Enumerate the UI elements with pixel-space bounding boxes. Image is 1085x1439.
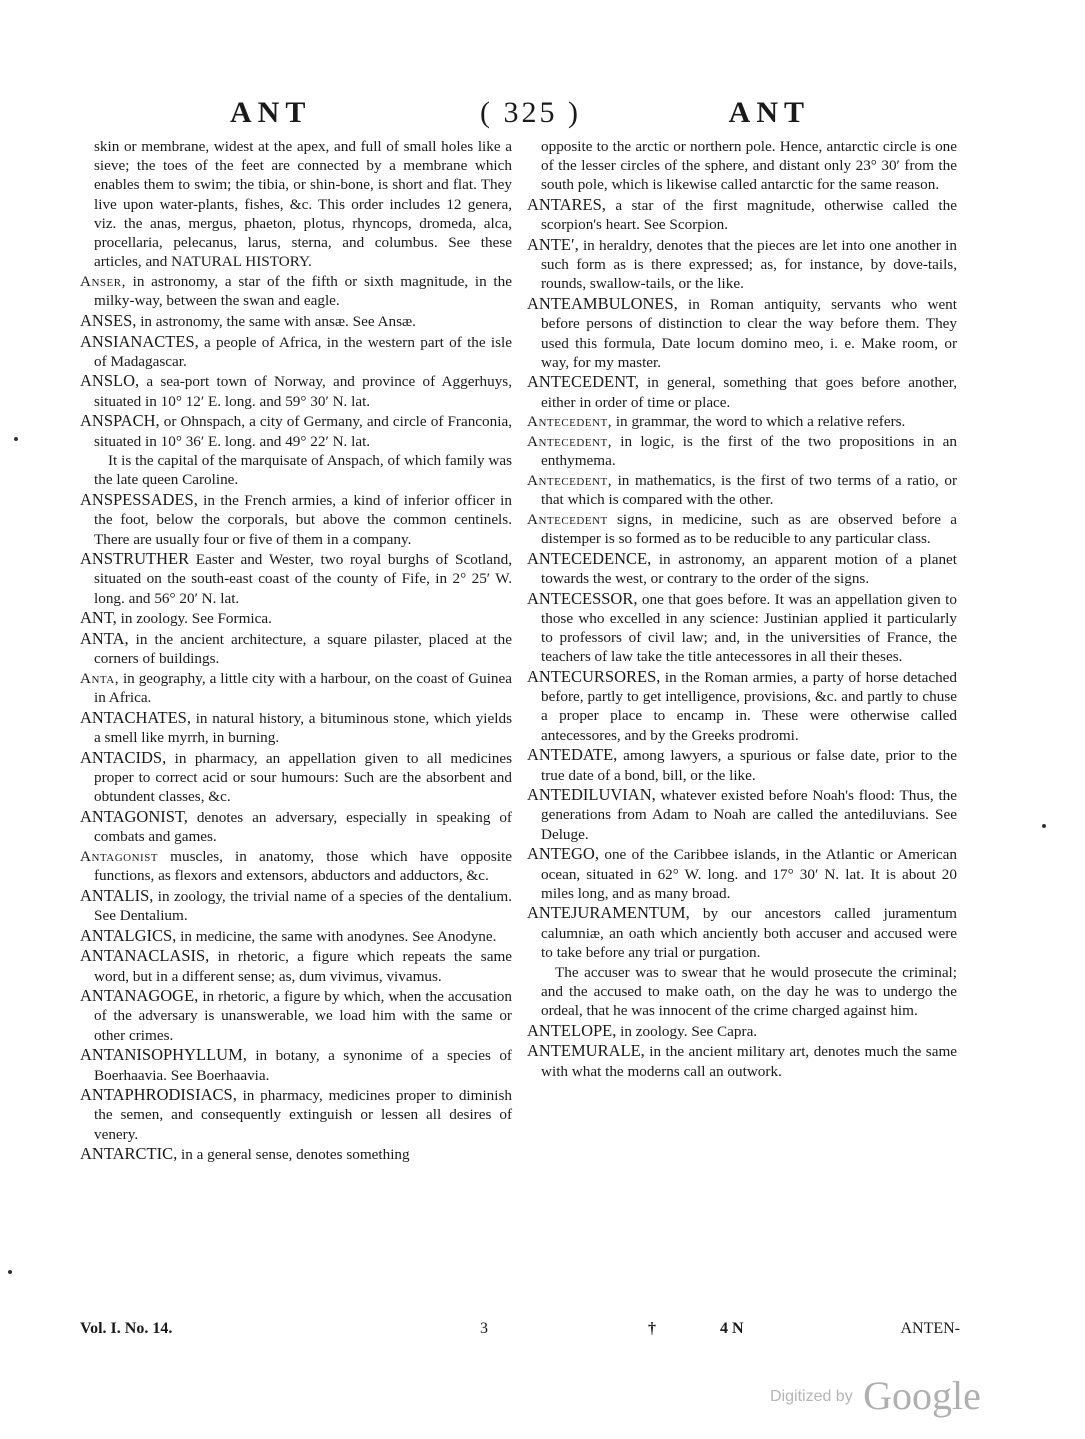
dictionary-entry (80, 1085, 512, 1144)
dictionary-entry (527, 785, 957, 844)
entry-text: in botany, a synonime of a species of Boerhaavia. See Boerhaavia. (94, 1047, 512, 1084)
dictionary-entry (527, 235, 957, 294)
entry-headword: ANTANISOPHYLLUM, (80, 1045, 247, 1065)
dictionary-entry (527, 903, 957, 962)
entry-headword: ANTARCTIC, (80, 1144, 178, 1164)
dictionary-entry (527, 1021, 957, 1041)
dictionary-entry (527, 372, 957, 411)
entry-text: opposite to the arctic or northern pole. Hence, antarctic circle is one of the lesser circles of the sphere, and distant only 23° 30′ from the south pole, which is likewise called antarctic for the same reason. (541, 138, 957, 194)
entry-text: by our ancestors called juramentum calumniæ, an oath which anciently both accuser and accused were to take before any trial or purgation. (541, 905, 957, 961)
entry-headword: ANSES, (80, 310, 137, 330)
entry-headword: ANTECURSORES, (527, 666, 661, 686)
margin-speck (1042, 824, 1046, 828)
entry-headword: Antecedent, (527, 433, 613, 451)
entry-text: among lawyers, a spurious or false date, prior to the true date of a bond, bill, or the like. (541, 747, 957, 784)
entry-text: in the French armies, a kind of inferior officer in the foot, below the corporals, but above the common centinels. There are usually four or five of them in a company. (94, 492, 512, 548)
margin-speck (8, 1270, 12, 1274)
entry-headword: ANTEMURALE, (527, 1041, 645, 1061)
dictionary-entry (80, 986, 512, 1045)
dictionary-entry (527, 963, 957, 1021)
gathering-mark: 4 N (720, 1320, 744, 1337)
dictionary-entry (527, 294, 957, 372)
dictionary-entry (527, 137, 957, 195)
dictionary-entry (80, 847, 512, 885)
entry-text: in rhetoric, a figure by which, when the accusation of the adversary is unanswerable, we load him with the same or other crimes. (94, 988, 512, 1044)
margin-speck (14, 437, 18, 441)
entry-text: in zoology, the trivial name of a species of the dentalium. See Dentalium. (94, 887, 512, 924)
entry-headword: ANTACHATES, (80, 707, 191, 727)
google-logo: Google (863, 1373, 981, 1418)
dictionary-entry (80, 272, 512, 310)
entry-text: whatever existed before Noah's flood: Thus, the generations from Adam to Noah are called the antediluvians. See Deluge. (541, 787, 957, 843)
volume-number: Vol. I. No. 14. (80, 1320, 173, 1337)
dictionary-entry (527, 432, 957, 470)
entry-text: in pharmacy, an appellation given to all medicines proper to correct acid or sour humours: Such are the absorbent and obtundent classes, &c. (94, 749, 512, 806)
dictionary-entry (80, 332, 512, 371)
entry-headword: ANTECESSOR, (527, 588, 638, 608)
entry-headword: ANSPACH, (80, 411, 160, 431)
entry-headword: ANSLO, (80, 371, 140, 391)
entry-headword: ANTANAGOGE, (80, 986, 199, 1006)
entry-text: in the Roman armies, a party of horse detached before, partly to get intelligence, provisions, &c. and partly to chuse a proper place to encamp in. These were otherwise called antecessores, and by the Greeks prodromi. (541, 668, 957, 744)
right-column (527, 137, 957, 1081)
dictionary-entry (80, 549, 512, 608)
dictionary-entry (80, 886, 512, 925)
entry-headword: ANTEDILUVIAN, (527, 785, 656, 805)
entry-text: signs, in medicine, such as are observed before a distemper is so formed as to be reducible to any particular class. (541, 510, 957, 548)
entry-headword: ANTACIDS, (80, 747, 167, 767)
dictionary-entry (527, 844, 957, 903)
entry-headword: Anser, (80, 272, 126, 290)
entry-text: a people of Africa, in the western part of the isle of Madagascar. (94, 333, 512, 370)
entry-text: in zoology. See Formica. (116, 610, 272, 628)
dictionary-entry (527, 412, 957, 431)
page-number: ( 325 ) (480, 96, 581, 129)
entry-text: a star of the first magnitude, otherwise called the scorpion's heart. See Scorpion. (541, 197, 957, 234)
entry-headword: ANTEGO, (527, 844, 599, 864)
entry-text: denotes an adversary, especially in speaking of combats and games. (94, 808, 512, 846)
entry-headword: ANTEAMBULONES, (527, 294, 678, 314)
entry-text: The accuser was to swear that he would prosecute the criminal; and the accused to make oath, on the day he was to undergo the ordeal, that he was innocent of the crime charged against him. (541, 963, 957, 1019)
entry-headword: ANSPESSADES, (80, 490, 198, 510)
entry-text: one that goes before. It was an appellation given to those who excelled in any science: Justinian applied it particularly to professors of civil law; and, in the universities of France, the teachers of law take the title antecessores in all their theses. (541, 590, 957, 666)
dictionary-entry (80, 669, 512, 707)
dictionary-entry (527, 1041, 957, 1080)
dictionary-entry (527, 589, 957, 667)
entry-text: in medicine, the same with anodynes. See Anodyne. (176, 927, 497, 945)
dictionary-entry (80, 807, 512, 846)
header-left: ANT (230, 96, 312, 129)
dictionary-entry (80, 1144, 512, 1164)
entry-text: Easter and Wester, two royal burghs of Scotland, situated on the south-east coast of the county of Fife, in 2° 25′ W. long. and 56° 20′ N. lat. (94, 551, 512, 607)
catchword: ANTEN- (900, 1320, 960, 1337)
dictionary-entry (527, 510, 957, 548)
entry-text: in mathematics, is the first of two terms of a ratio, or that which is compared with the other. (541, 471, 957, 509)
entry-text: in zoology. See Capra. (616, 1022, 758, 1040)
dictionary-entry (80, 946, 512, 985)
dictionary-entry (80, 490, 512, 549)
dictionary-entry (527, 195, 957, 234)
entry-text: in heraldry, denotes that the pieces are let into one another in such form as is there expressed; as, for instance, by dove-tails, rounds, swallow-tails, or the like. (541, 237, 957, 293)
entry-text: in general, something that goes before another, either in order of time or place. (541, 374, 957, 411)
dictionary-entry (80, 311, 512, 331)
dictionary-entry (527, 549, 957, 588)
entry-text: in geography, a little city with a harbour, on the coast of Guinea in Africa. (94, 669, 512, 707)
page-footer (80, 1320, 960, 1344)
entry-text: in the ancient military art, denotes much the same with what the moderns call an outwork. (541, 1043, 957, 1080)
entry-headword: ANTELOPE, (527, 1020, 617, 1040)
entry-headword: ANTARES, (527, 195, 606, 215)
entry-text: skin or membrane, widest at the apex, and full of small holes like a sieve; the toes of the feet are connected by a membrane which enables them to swim; the tibia, or shin-bone, is short and flat. They live upon water-plants, fishes, &c. This order includes 12 genera, viz. the anas, mergus, phaeton, plotus, rhyncops, dromeda, alca, procellaria, pelecanus, larus, sterna, and columbus. See these articles, and NATURAL HISTORY. (94, 138, 512, 271)
signature-mark: 3 (480, 1320, 488, 1337)
entry-text: in the ancient architecture, a square pilaster, placed at the corners of buildings. (94, 631, 512, 668)
dictionary-entry (80, 926, 512, 946)
running-header (230, 96, 810, 136)
dagger-mark: † (648, 1320, 656, 1337)
entry-text: one of the Caribbee islands, in the Atlantic or American ocean, situated in 62° W. long. and 17° 30′ N. lat. It is about 20 miles long, and as many broad. (541, 846, 957, 902)
entry-text: muscles, in anatomy, those which have opposite functions, as flexors and extensors, abductors and adductors, &c. (94, 847, 512, 885)
entry-headword: ANTALIS, (80, 885, 154, 905)
entry-headword: Antagonist (80, 847, 159, 865)
entry-text: in pharmacy, medicines proper to diminish the semen, and consequently extinguish or lessen all desires of venery. (94, 1087, 512, 1143)
entry-text: in grammar, the word to which a relative refers. (612, 413, 906, 431)
dictionary-entry (80, 629, 512, 668)
entry-headword: ANTALGICS, (80, 925, 177, 945)
entry-headword: ANTAGONIST, (80, 806, 188, 826)
entry-headword: ANTANACLASIS, (80, 946, 210, 966)
digitized-by-text: Digitized by (770, 1388, 853, 1405)
dictionary-entry (80, 748, 512, 807)
entry-headword: Antecedent (527, 510, 608, 528)
entry-headword: ANT, (80, 608, 117, 628)
entry-text: in astronomy, a star of the fifth or sixth magnitude, in the milky-way, between the swan and eagle. (94, 272, 512, 310)
entry-headword: ANTEDATE, (527, 745, 618, 765)
dictionary-entry (527, 667, 957, 745)
entry-headword: ANTE′, (527, 235, 579, 255)
dictionary-entry (80, 371, 512, 410)
entry-headword: Antecedent, (527, 413, 613, 431)
entry-headword: ANTAPHRODISIACS, (80, 1085, 237, 1105)
entry-text: in a general sense, denotes something (177, 1146, 410, 1164)
entry-headword: ANSTRUTHER (80, 549, 190, 569)
entry-headword: Anta, (80, 669, 119, 687)
dictionary-entry (527, 471, 957, 509)
entry-text: in astronomy, an apparent motion of a planet towards the west, or contrary to the order of the signs. (541, 550, 957, 587)
dictionary-entry (80, 451, 512, 489)
left-column (80, 137, 512, 1165)
entry-text: or Ohnspach, a city of Germany, and circle of Franconia, situated in 10° 36′ E. long. and 49° 22′ N. lat. (94, 413, 512, 450)
entry-text: in logic, is the first of the two propositions in an enthymema. (541, 433, 957, 470)
entry-text: in astronomy, the same with ansæ. See Ansæ. (136, 312, 416, 330)
entry-headword: Antecedent, (527, 471, 613, 489)
entry-headword: ANTEJURAMENTUM, (527, 903, 690, 923)
dictionary-entry (80, 1045, 512, 1084)
header-right: ANT (728, 96, 810, 129)
dictionary-entry (80, 608, 512, 628)
entry-text: in Roman antiquity, servants who went before persons of distinction to clear the way before them. They used this formula, Date locum domino meo, i. e. Make room, or way, for my master. (541, 296, 957, 371)
entry-text: a sea-port town of Norway, and province of Aggerhuys, situated in 10° 12′ E. long. and 59° 30′ N. lat. (94, 373, 512, 410)
entry-text: It is the capital of the marquisate of Anspach, of which family was the late queen Caroline. (94, 452, 512, 489)
dictionary-entry (80, 137, 512, 271)
entry-text: in rhetoric, a figure which repeats the same word, but in a different sense; as, dum vivimus, vivamus. (94, 948, 512, 985)
entry-text: in natural history, a bituminous stone, which yields a smell like myrrh, in burning. (94, 709, 512, 747)
digitized-watermark (770, 1372, 981, 1416)
entry-headword: ANSIANACTES, (80, 331, 199, 351)
entry-headword: ANTECEDENCE, (527, 548, 652, 568)
entry-headword: ANTECEDENT, (527, 372, 639, 392)
dictionary-entry (527, 745, 957, 784)
dictionary-entry (80, 411, 512, 450)
dictionary-entry (80, 708, 512, 747)
entry-headword: ANTA, (80, 629, 129, 649)
